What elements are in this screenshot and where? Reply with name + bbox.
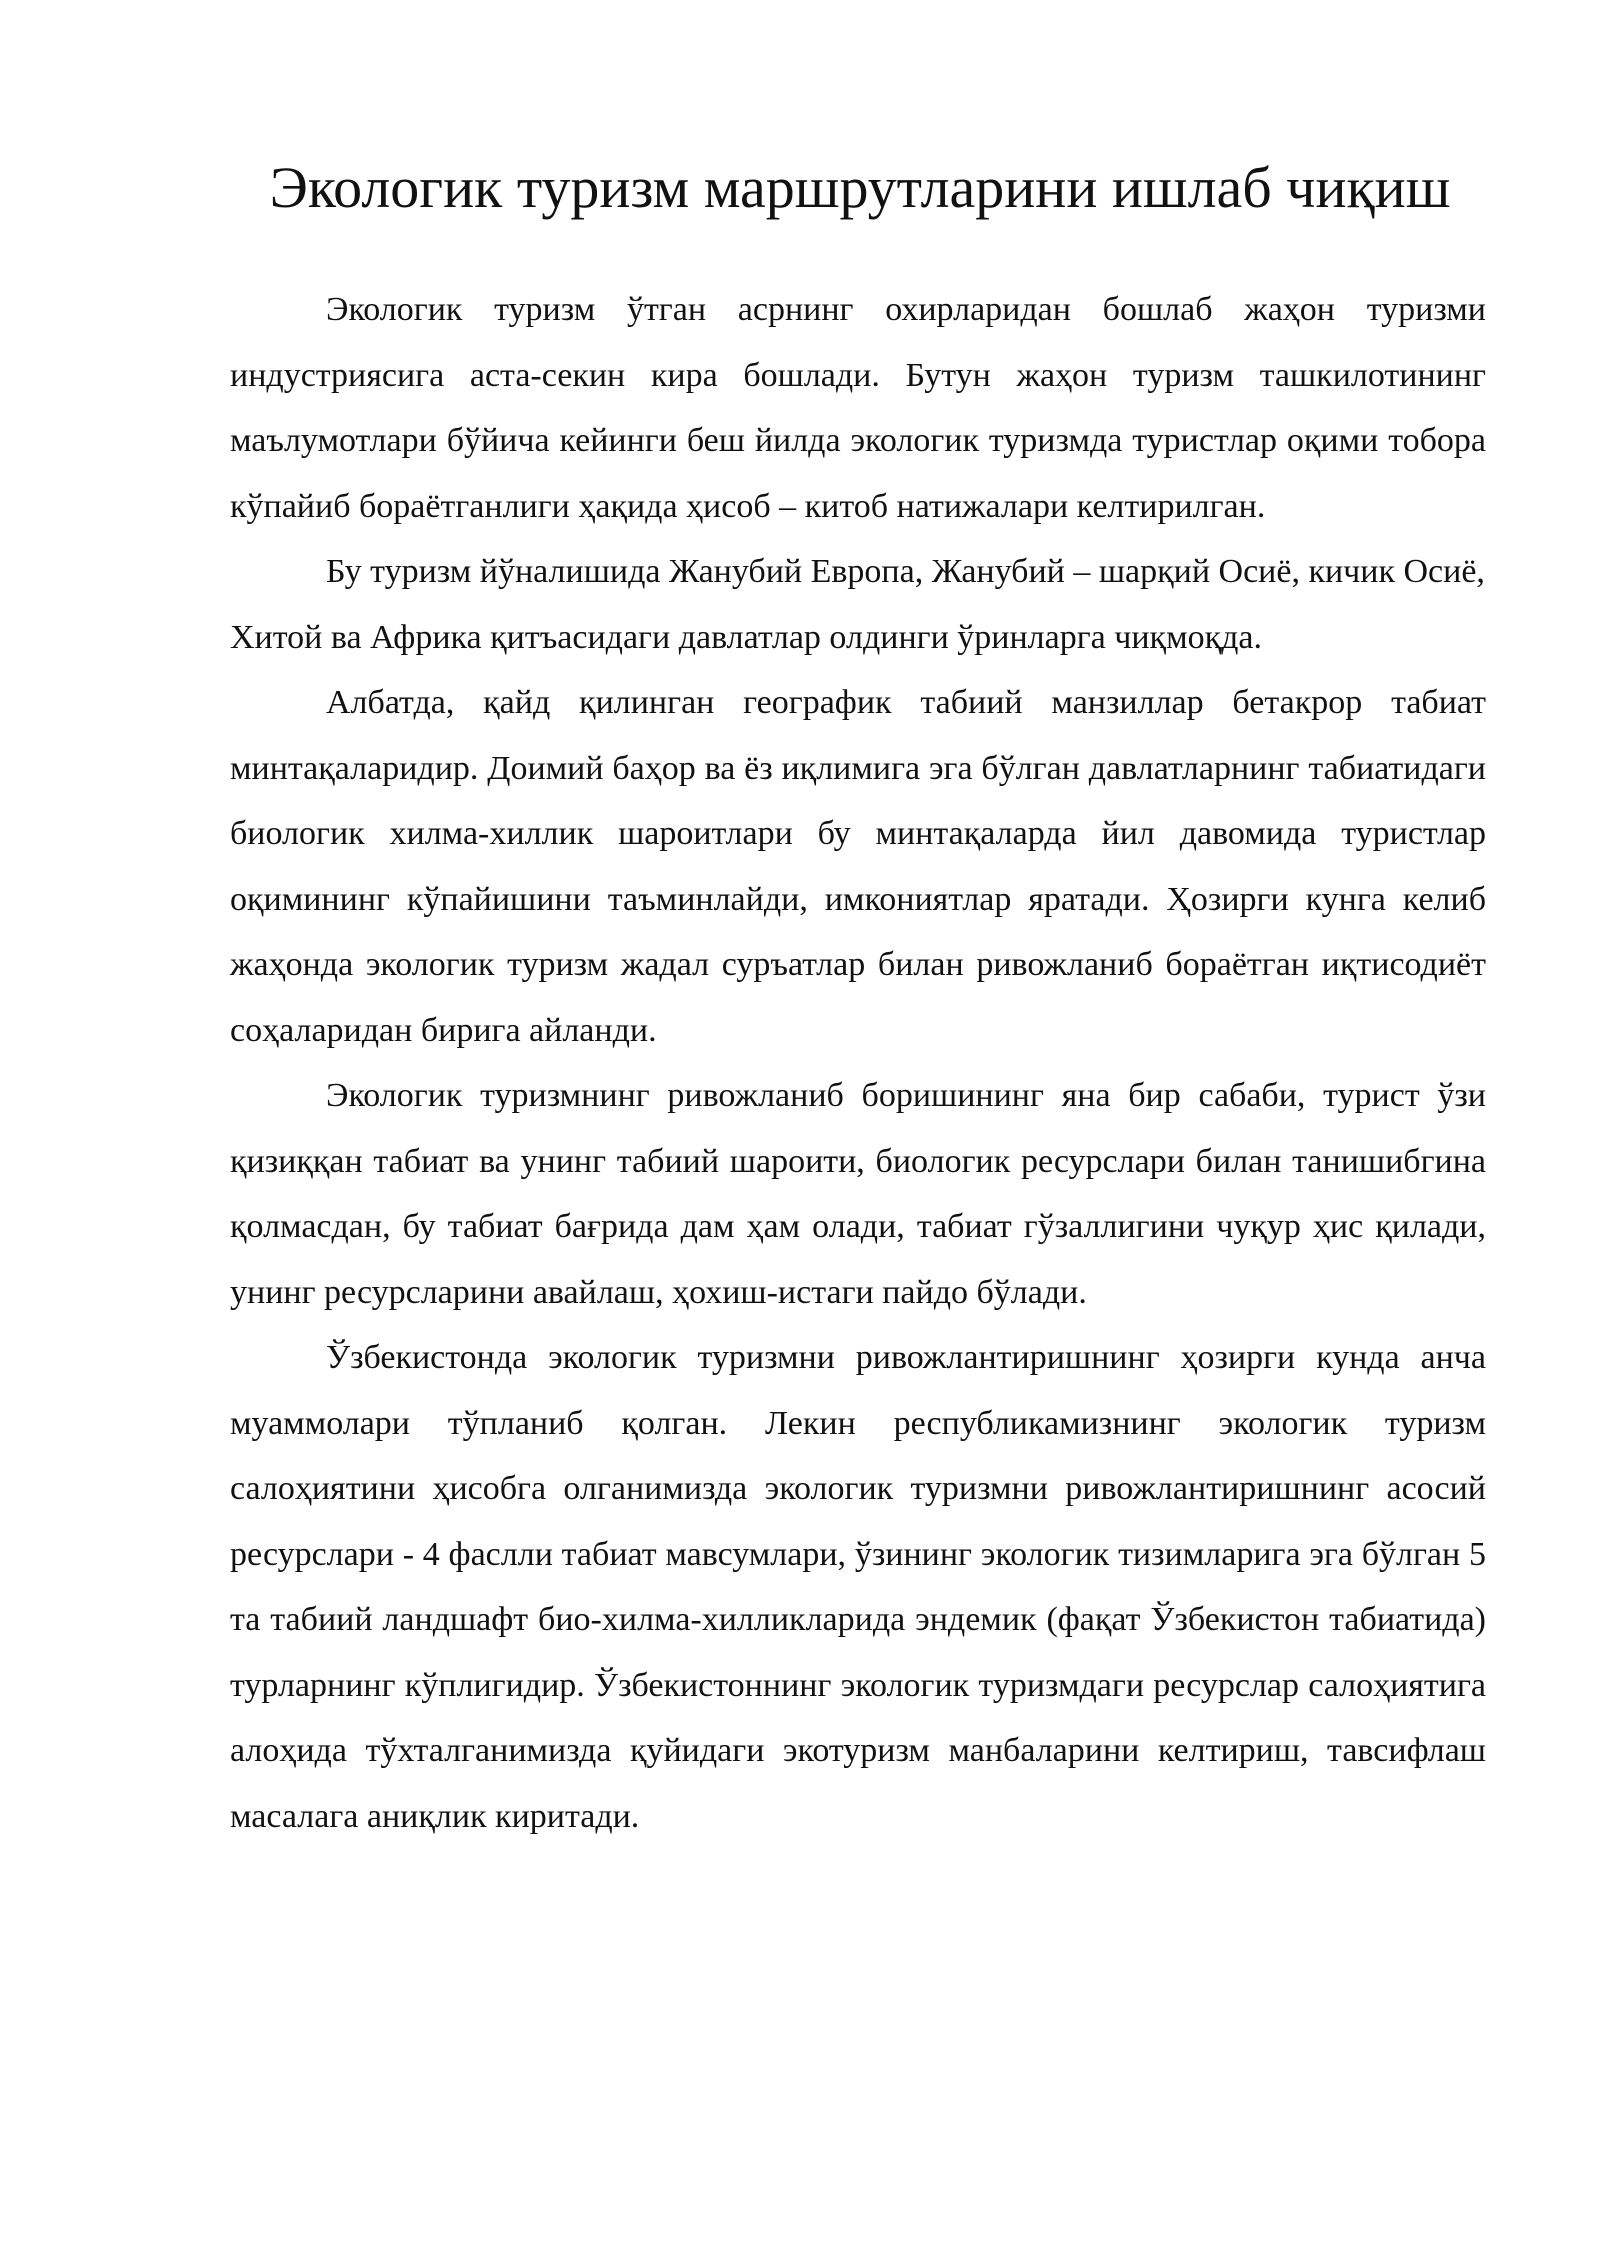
paragraph-natural-zones: Албатда, қайд қилинган географик табиий манзиллар бетакрор табиат минтақаларидир. Доимий баҳор ва ёз иқлимига эга бўлган давлатларнинг табиатидаги биологик хилма-хиллик шароитлари бу минтақаларда йил давомида туристлар оқимининг кўпайишини таъминлайди, имкониятлар яратади. Ҳозирги кунга келиб жаҳонда экологик туризм жадал суръатлар билан ривожланиб бораётган иқтисодиёт соҳаларидан бирига айланди.	[230, 684, 1486, 1049]
document-body	[230, 277, 1486, 1849]
paragraph-ecotourism-history: Экологик туризм ўтган асрнинг охирларидан бошлаб жаҳон туризми индустриясига аста-секин кира бошлади. Бутун жаҳон туризм ташкилотининг маълумотлари бўйича кейинги беш йилда экологик туризмда туристлар оқими тобора кўпайиб бораётганлиги ҳақида ҳисоб – китоб натижалари келтирилган.	[230, 291, 1486, 525]
paragraph-leading-regions: Бу туризм йўналишида Жанубий Европа, Жанубий – шарқий Осиё, кичик Осиё, Хитой ва Африка қитъасидаги давлатлар олдинги ўринларга чиқмоқда.	[230, 553, 1485, 656]
document-title: Экологик туризм маршрутларини ишлаб чиқиш	[269, 155, 1451, 220]
paragraph-uzbekistan-resources: Ўзбекистонда экологик туризмни ривожлантиришнинг ҳозирги кунда анча муаммолари тўпланиб қолган. Лекин республикамизнинг экологик туризм салоҳиятини ҳисобга олганимизда экологик туризмни ривожлантиришнинг асосий ресурслари - 4 фаслли табиат мавсумлари, ўзининг экологик тизимларига эга бўлган 5 та табиий ландшафт био-хилма-хилликларида эндемик (фақат Ўзбекистон табиатида) турларнинг кўплигидир. Ўзбекистоннинг экологик туризмдаги ресурслар салоҳиятига алоҳида тўхталганимизда қуйидаги экотуризм манбаларини келтириш, тавсифлаш масалага аниқлик киритади.	[230, 1339, 1486, 1835]
paragraph-development-reason: Экологик туризмнинг ривожланиб боришининг яна бир сабаби, турист ўзи қизиққан табиат ва унинг табиий шароити, биологик ресурслари билан танишибгина қолмасдан, бу табиат бағрида дам ҳам олади, табиат гўзаллигини чуқур ҳис қилади, унинг ресурсларини авайлаш, ҳохиш-истаги пайдо бўлади.	[230, 1077, 1486, 1311]
